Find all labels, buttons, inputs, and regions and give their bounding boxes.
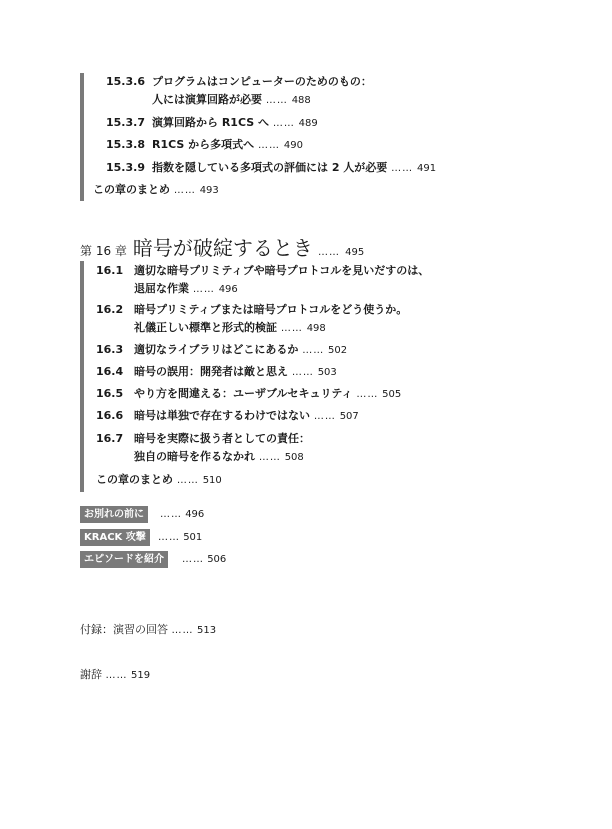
entry-number: 16.5 (96, 387, 124, 400)
box-page-farewell (160, 506, 204, 523)
leader-dots: …… (258, 140, 280, 151)
toc-entry-chapter-16-summary[interactable] (96, 472, 222, 489)
page-number: 507 (339, 411, 359, 422)
entry-title: 人には演算回路が必要 (152, 93, 262, 106)
entry-title: 暗号プリミティブまたは暗号プロトコルをどう使うか。 (134, 303, 408, 316)
entry-number: 16.4 (96, 365, 124, 378)
entry-title: R1CS から多項式へ (152, 138, 255, 151)
page-number: 519 (131, 670, 151, 681)
leader-dots: …… (318, 247, 340, 258)
entry-number: 15.3.9 (106, 161, 145, 174)
leader-dots: …… (160, 509, 182, 520)
page-number: 513 (197, 625, 217, 636)
chapter-label: 第 16 章 (80, 244, 127, 258)
box-label-farewell[interactable]: お別れの前に (80, 506, 148, 523)
toc-entry-15-3-7[interactable] (106, 115, 318, 132)
entry-title: この章のまとめ (93, 183, 170, 196)
chapter-heading[interactable] (80, 232, 364, 261)
page-number: 488 (291, 95, 311, 106)
entry-title: 謝辞 (80, 668, 102, 681)
leader-dots: …… (176, 475, 199, 486)
leader-dots: …… (291, 367, 314, 378)
page-number: 489 (298, 118, 318, 129)
leader-dots: …… (391, 163, 414, 174)
leader-dots: …… (265, 95, 288, 106)
leader-dots: …… (356, 389, 379, 400)
toc-entry-15-3-8[interactable] (106, 137, 303, 154)
entry-title: 独自の暗号を作るなかれ (134, 450, 255, 463)
page-number: 498 (306, 323, 326, 334)
toc-entry-16-2-line2[interactable] (134, 320, 326, 337)
entry-title: 暗号の誤用：開発者は敵と思え (134, 365, 288, 378)
leader-dots: …… (313, 411, 336, 422)
toc-entry-16-1[interactable] (96, 263, 429, 279)
entry-number: 16.3 (96, 343, 124, 356)
entry-number: 16.2 (96, 303, 124, 316)
entry-number: 16.7 (96, 432, 124, 445)
leader-dots: …… (302, 345, 325, 356)
entry-number: 15.3.7 (106, 116, 145, 129)
entry-number: 15.3.8 (106, 138, 145, 151)
box-page-episode (182, 551, 226, 568)
toc-entry-15-3-6[interactable] (106, 74, 372, 90)
leader-dots: …… (171, 625, 194, 636)
toc-entry-16-3[interactable] (96, 342, 347, 359)
entry-title: 暗号を実際に扱う者としての責任： (134, 432, 310, 445)
section-bar (80, 73, 84, 201)
page-number: 506 (207, 554, 227, 565)
entry-title: 適切な暗号プリミティブや暗号プロトコルを見いだすのは、 (134, 264, 430, 277)
entry-title: この章のまとめ (96, 473, 173, 486)
section-bar (80, 261, 84, 492)
entry-number: 16.6 (96, 409, 124, 422)
page-number: 510 (202, 475, 222, 486)
toc-entry-acknowledgements[interactable] (80, 666, 150, 682)
entry-number: 16.1 (96, 264, 124, 277)
entry-title: プログラムはコンピューターのためのもの： (152, 75, 372, 88)
page-number: 503 (317, 367, 337, 378)
entry-title: 指数を隠している多項式の評価には 2 人が必要 (152, 161, 388, 174)
page-number: 491 (417, 163, 437, 174)
toc-entry-16-4[interactable] (96, 364, 337, 381)
box-page-krack (158, 529, 202, 546)
entry-title: やり方を間違える：ユーザブルセキュリティ (134, 387, 353, 400)
leader-dots: …… (182, 554, 204, 565)
entry-title: 退屈な作業 (134, 282, 189, 295)
entry-title: 付録：演習の回答 (80, 623, 168, 636)
page-number: 501 (183, 532, 203, 543)
leader-dots: …… (105, 670, 128, 681)
box-label-krack[interactable]: KRACK 攻撃 (80, 529, 150, 546)
page-number: 496 (185, 509, 205, 520)
page-number: 493 (199, 185, 219, 196)
entry-title: 暗号は単独で存在するわけではない (134, 409, 310, 422)
box-label-episode[interactable]: エピソードを紹介 (80, 551, 168, 568)
toc-entry-appendix[interactable] (80, 621, 216, 637)
toc-entry-16-2[interactable] (96, 302, 407, 318)
entry-title: 演算回路から R1CS へ (152, 116, 269, 129)
leader-dots: …… (192, 284, 215, 295)
entry-number: 15.3.6 (106, 75, 145, 88)
entry-title: 礼儀正しい標準と形式的検証 (134, 321, 277, 334)
toc-entry-15-3-9[interactable] (106, 160, 436, 177)
leader-dots: …… (173, 185, 196, 196)
toc-entry-16-6[interactable] (96, 408, 359, 425)
toc-entry-16-1-line2[interactable] (134, 281, 238, 298)
page-number: 505 (382, 389, 402, 400)
leader-dots: …… (280, 323, 303, 334)
page-number: 502 (328, 345, 348, 356)
toc-entry-16-7[interactable] (96, 431, 310, 447)
toc-entry-16-7-line2[interactable] (134, 449, 304, 466)
leader-dots: …… (258, 452, 281, 463)
chapter-title: 暗号が破綻するとき (132, 236, 313, 260)
toc-entry-chapter-15-summary[interactable] (93, 182, 219, 199)
toc-entry-16-5[interactable] (96, 386, 401, 403)
entry-title: 適切なライブラリはどこにあるか (134, 343, 299, 356)
page-number: 495 (345, 247, 365, 258)
page-number: 490 (283, 140, 303, 151)
page-number: 496 (218, 284, 238, 295)
leader-dots: …… (272, 118, 295, 129)
leader-dots: …… (158, 532, 180, 543)
toc-entry-15-3-6-line2[interactable] (152, 92, 311, 109)
page-number: 508 (284, 452, 304, 463)
